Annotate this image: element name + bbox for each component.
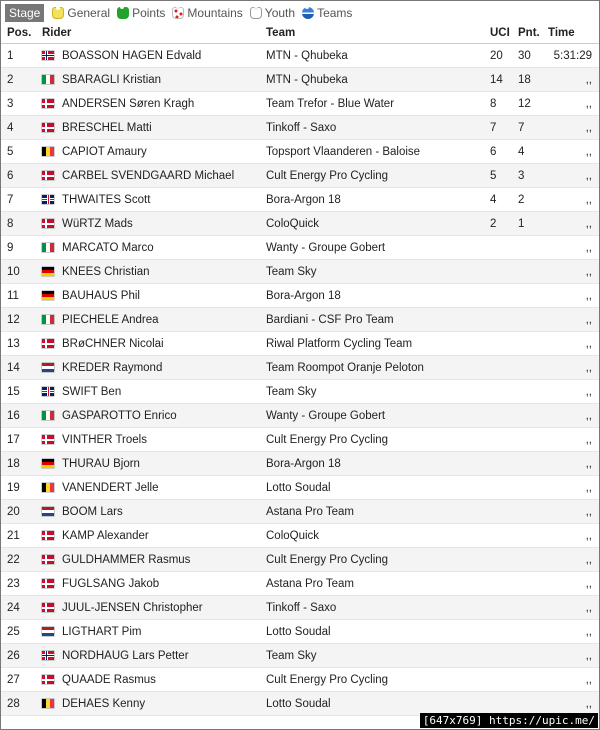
table-row bbox=[1, 308, 599, 332]
uci-points: 5 bbox=[490, 164, 518, 188]
table-row bbox=[1, 236, 599, 260]
points bbox=[518, 236, 548, 260]
uci-points bbox=[490, 452, 518, 476]
finish-time: ,, bbox=[548, 500, 599, 524]
uci-points bbox=[490, 548, 518, 572]
uci-points: 8 bbox=[490, 92, 518, 116]
team-name-link[interactable]: Team Trefor - Blue Water bbox=[266, 92, 490, 116]
rider-cell bbox=[42, 668, 266, 692]
rider-name-link[interactable]: KAMP Alexander bbox=[62, 529, 149, 542]
position: 5 bbox=[1, 140, 42, 164]
finish-time: ,, bbox=[548, 524, 599, 548]
finish-time: ,, bbox=[548, 644, 599, 668]
rider-cell bbox=[42, 452, 266, 476]
table-row bbox=[1, 284, 599, 308]
position: 11 bbox=[1, 284, 42, 308]
country-flag-icon bbox=[42, 147, 54, 156]
points bbox=[518, 620, 548, 644]
points: 4 bbox=[518, 140, 548, 164]
column-header-uci: UCI bbox=[490, 23, 518, 44]
position: 27 bbox=[1, 668, 42, 692]
country-flag-icon bbox=[42, 315, 54, 324]
country-flag-icon bbox=[42, 339, 54, 348]
uci-points bbox=[490, 644, 518, 668]
finish-time: ,, bbox=[548, 668, 599, 692]
rider-name-link[interactable]: SWIFT Ben bbox=[62, 385, 122, 398]
uci-points: 6 bbox=[490, 140, 518, 164]
tab-label: Teams bbox=[317, 6, 353, 20]
team-name-link[interactable]: Wanty - Groupe Gobert bbox=[266, 404, 490, 428]
table-row bbox=[1, 332, 599, 356]
country-flag-icon bbox=[42, 411, 54, 420]
finish-time: ,, bbox=[548, 92, 599, 116]
position: 28 bbox=[1, 692, 42, 716]
points: 1 bbox=[518, 212, 548, 236]
rider-cell bbox=[42, 476, 266, 500]
country-flag-icon bbox=[42, 291, 54, 300]
tab-label: General bbox=[67, 6, 111, 20]
rider-name-link[interactable]: MARCATO Marco bbox=[62, 241, 154, 254]
team-name-link[interactable]: Astana Pro Team bbox=[266, 500, 490, 524]
country-flag-icon bbox=[42, 651, 54, 660]
column-header-time: Time bbox=[548, 23, 599, 44]
table-row bbox=[1, 524, 599, 548]
position: 22 bbox=[1, 548, 42, 572]
position: 23 bbox=[1, 572, 42, 596]
finish-time: ,, bbox=[548, 260, 599, 284]
table-row bbox=[1, 452, 599, 476]
position: 12 bbox=[1, 308, 42, 332]
uci-points bbox=[490, 596, 518, 620]
country-flag-icon bbox=[42, 171, 54, 180]
finish-time: ,, bbox=[548, 140, 599, 164]
table-row bbox=[1, 68, 599, 92]
uci-points bbox=[490, 428, 518, 452]
country-flag-icon bbox=[42, 267, 54, 276]
team-name-link[interactable]: Lotto Soudal bbox=[266, 620, 490, 644]
finish-time: ,, bbox=[548, 188, 599, 212]
finish-time: ,, bbox=[548, 332, 599, 356]
column-header-pos: Pos. bbox=[1, 23, 42, 44]
team-name-link[interactable]: ColoQuick bbox=[266, 212, 490, 236]
tab-mountains[interactable] bbox=[170, 4, 247, 22]
finish-time: ,, bbox=[548, 476, 599, 500]
country-flag-icon bbox=[42, 195, 54, 204]
points bbox=[518, 548, 548, 572]
rider-name-link[interactable]: FUGLSANG Jakob bbox=[62, 577, 160, 590]
finish-time: ,, bbox=[548, 116, 599, 140]
rider-name-link[interactable]: PIECHELE Andrea bbox=[62, 313, 159, 326]
table-row bbox=[1, 380, 599, 404]
tab-stage[interactable] bbox=[5, 4, 44, 22]
country-flag-icon bbox=[42, 51, 54, 60]
rider-name-link[interactable]: KNEES Christian bbox=[62, 265, 150, 278]
team-name-link[interactable]: Tinkoff - Saxo bbox=[266, 596, 490, 620]
team-name-link[interactable]: Tinkoff - Saxo bbox=[266, 116, 490, 140]
uci-points bbox=[490, 308, 518, 332]
points bbox=[518, 668, 548, 692]
rider-name-link[interactable]: BOASSON HAGEN Edvald bbox=[62, 49, 202, 62]
rider-cell bbox=[42, 212, 266, 236]
team-name-link[interactable]: Team Sky bbox=[266, 260, 490, 284]
rider-name-link[interactable]: LIGTHART Pim bbox=[62, 625, 142, 638]
rider-cell bbox=[42, 44, 266, 68]
rider-name-link[interactable]: ANDERSEN Søren Kragh bbox=[62, 97, 195, 110]
position: 10 bbox=[1, 260, 42, 284]
finish-time: ,, bbox=[548, 308, 599, 332]
finish-time: ,, bbox=[548, 548, 599, 572]
table-row bbox=[1, 260, 599, 284]
tab-label: Stage bbox=[9, 6, 41, 20]
position: 18 bbox=[1, 452, 42, 476]
tab-youth[interactable] bbox=[248, 4, 300, 22]
table-row bbox=[1, 620, 599, 644]
position: 9 bbox=[1, 236, 42, 260]
finish-time: ,, bbox=[548, 428, 599, 452]
rider-cell bbox=[42, 164, 266, 188]
uci-points: 7 bbox=[490, 116, 518, 140]
country-flag-icon bbox=[42, 435, 54, 444]
position: 16 bbox=[1, 404, 42, 428]
finish-time: ,, bbox=[548, 284, 599, 308]
column-header-rider: Rider bbox=[42, 23, 266, 44]
table-row bbox=[1, 476, 599, 500]
points bbox=[518, 596, 548, 620]
finish-time: ,, bbox=[548, 452, 599, 476]
rider-cell bbox=[42, 620, 266, 644]
rider-cell bbox=[42, 308, 266, 332]
points: 18 bbox=[518, 68, 548, 92]
table-row bbox=[1, 404, 599, 428]
position: 14 bbox=[1, 356, 42, 380]
rider-name-link[interactable]: BAUHAUS Phil bbox=[62, 289, 140, 302]
team-name-link[interactable]: Cult Energy Pro Cycling bbox=[266, 428, 490, 452]
country-flag-icon bbox=[42, 531, 54, 540]
uci-points bbox=[490, 500, 518, 524]
finish-time: ,, bbox=[548, 164, 599, 188]
team-name-link[interactable]: Team Sky bbox=[266, 380, 490, 404]
uci-points bbox=[490, 404, 518, 428]
team-name-link[interactable]: Astana Pro Team bbox=[266, 572, 490, 596]
table-row bbox=[1, 596, 599, 620]
country-flag-icon bbox=[42, 99, 54, 108]
position: 25 bbox=[1, 620, 42, 644]
finish-time: ,, bbox=[548, 692, 599, 716]
team-name-link[interactable]: Lotto Soudal bbox=[266, 692, 490, 716]
country-flag-icon bbox=[42, 603, 54, 612]
table-row bbox=[1, 668, 599, 692]
team-name-link[interactable]: Bardiani - CSF Pro Team bbox=[266, 308, 490, 332]
finish-time: ,, bbox=[548, 596, 599, 620]
table-row bbox=[1, 428, 599, 452]
team-name-link[interactable]: Cult Energy Pro Cycling bbox=[266, 548, 490, 572]
position: 20 bbox=[1, 500, 42, 524]
position: 2 bbox=[1, 68, 42, 92]
rider-cell bbox=[42, 92, 266, 116]
rider-cell bbox=[42, 500, 266, 524]
uci-points bbox=[490, 476, 518, 500]
yellow-jersey-icon bbox=[52, 7, 64, 19]
classification-tabs bbox=[5, 4, 357, 22]
rider-cell bbox=[42, 524, 266, 548]
finish-time: ,, bbox=[548, 236, 599, 260]
rider-name-link[interactable]: QUAADE Rasmus bbox=[62, 673, 156, 686]
team-name-link[interactable]: Cult Energy Pro Cycling bbox=[266, 164, 490, 188]
points bbox=[518, 428, 548, 452]
finish-time: ,, bbox=[548, 68, 599, 92]
points bbox=[518, 572, 548, 596]
rider-cell bbox=[42, 572, 266, 596]
position: 21 bbox=[1, 524, 42, 548]
table-row bbox=[1, 212, 599, 236]
finish-time: ,, bbox=[548, 212, 599, 236]
points bbox=[518, 692, 548, 716]
white-jersey-icon bbox=[250, 7, 262, 19]
watermark: [647x769] https://upic.me/ bbox=[420, 713, 598, 728]
country-flag-icon bbox=[42, 75, 54, 84]
rider-cell bbox=[42, 356, 266, 380]
tab-label: Youth bbox=[264, 6, 296, 20]
position: 26 bbox=[1, 644, 42, 668]
team-name-link[interactable]: ColoQuick bbox=[266, 524, 490, 548]
points bbox=[518, 260, 548, 284]
points: 30 bbox=[518, 44, 548, 68]
points: 2 bbox=[518, 188, 548, 212]
uci-points: 20 bbox=[490, 44, 518, 68]
uci-points bbox=[490, 620, 518, 644]
uci-points bbox=[490, 524, 518, 548]
rider-name-link[interactable]: DEHAES Kenny bbox=[62, 697, 146, 710]
country-flag-icon bbox=[42, 219, 54, 228]
rider-name-link[interactable]: JUUL-JENSEN Christopher bbox=[62, 601, 203, 614]
team-name-link[interactable]: MTN - Qhubeka bbox=[266, 68, 490, 92]
finish-time: ,, bbox=[548, 380, 599, 404]
finish-time: ,, bbox=[548, 572, 599, 596]
finish-time: ,, bbox=[548, 620, 599, 644]
uci-points bbox=[490, 572, 518, 596]
rider-name-link[interactable]: SBARAGLI Kristian bbox=[62, 73, 162, 86]
rider-name-link[interactable]: NORDHAUG Lars Petter bbox=[62, 649, 189, 662]
rider-cell bbox=[42, 188, 266, 212]
position: 6 bbox=[1, 164, 42, 188]
results-table bbox=[1, 23, 599, 716]
points bbox=[518, 644, 548, 668]
position: 17 bbox=[1, 428, 42, 452]
country-flag-icon bbox=[42, 699, 54, 708]
position: 24 bbox=[1, 596, 42, 620]
table-row bbox=[1, 164, 599, 188]
team-icon bbox=[302, 7, 314, 19]
points bbox=[518, 404, 548, 428]
country-flag-icon bbox=[42, 483, 54, 492]
table-row bbox=[1, 356, 599, 380]
rider-name-link[interactable]: THURAU Bjorn bbox=[62, 457, 140, 470]
country-flag-icon bbox=[42, 123, 54, 132]
rider-cell bbox=[42, 332, 266, 356]
column-header-pnt: Pnt. bbox=[518, 23, 548, 44]
uci-points bbox=[490, 380, 518, 404]
team-name-link[interactable]: Riwal Platform Cycling Team bbox=[266, 332, 490, 356]
tab-teams[interactable] bbox=[300, 4, 357, 22]
points bbox=[518, 476, 548, 500]
team-name-link[interactable]: Cult Energy Pro Cycling bbox=[266, 668, 490, 692]
team-name-link[interactable]: Bora-Argon 18 bbox=[266, 452, 490, 476]
table-header-row bbox=[1, 23, 599, 44]
position: 4 bbox=[1, 116, 42, 140]
column-header-team: Team bbox=[266, 23, 490, 44]
rider-name-link[interactable]: CAPIOT Amaury bbox=[62, 145, 147, 158]
country-flag-icon bbox=[42, 363, 54, 372]
uci-points bbox=[490, 260, 518, 284]
rider-cell bbox=[42, 140, 266, 164]
team-name-link[interactable]: Lotto Soudal bbox=[266, 476, 490, 500]
country-flag-icon bbox=[42, 507, 54, 516]
team-name-link[interactable]: Wanty - Groupe Gobert bbox=[266, 236, 490, 260]
points bbox=[518, 356, 548, 380]
uci-points bbox=[490, 236, 518, 260]
rider-name-link[interactable]: GULDHAMMER Rasmus bbox=[62, 553, 191, 566]
finish-time: ,, bbox=[548, 404, 599, 428]
country-flag-icon bbox=[42, 555, 54, 564]
tab-points[interactable] bbox=[115, 4, 170, 22]
table-row bbox=[1, 188, 599, 212]
team-name-link[interactable]: MTN - Qhubeka bbox=[266, 44, 490, 68]
rider-cell bbox=[42, 596, 266, 620]
country-flag-icon bbox=[42, 387, 54, 396]
rider-name-link[interactable]: GASPAROTTO Enrico bbox=[62, 409, 177, 422]
position: 19 bbox=[1, 476, 42, 500]
team-name-link[interactable]: Bora-Argon 18 bbox=[266, 284, 490, 308]
rider-cell bbox=[42, 404, 266, 428]
position: 13 bbox=[1, 332, 42, 356]
rider-name-link[interactable]: BRESCHEL Matti bbox=[62, 121, 152, 134]
uci-points: 4 bbox=[490, 188, 518, 212]
results-body bbox=[1, 44, 599, 716]
points bbox=[518, 500, 548, 524]
country-flag-icon bbox=[42, 243, 54, 252]
rider-cell bbox=[42, 380, 266, 404]
points bbox=[518, 380, 548, 404]
finish-time: ,, bbox=[548, 356, 599, 380]
uci-points: 2 bbox=[490, 212, 518, 236]
team-name-link[interactable]: Bora-Argon 18 bbox=[266, 188, 490, 212]
points: 12 bbox=[518, 92, 548, 116]
points bbox=[518, 308, 548, 332]
team-name-link[interactable]: Team Sky bbox=[266, 644, 490, 668]
rider-name-link[interactable]: VANENDERT Jelle bbox=[62, 481, 159, 494]
rider-name-link[interactable]: THWAITES Scott bbox=[62, 193, 151, 206]
rider-cell bbox=[42, 284, 266, 308]
table-row bbox=[1, 692, 599, 716]
table-row bbox=[1, 644, 599, 668]
table-row bbox=[1, 572, 599, 596]
green-jersey-icon bbox=[117, 7, 129, 19]
uci-points bbox=[490, 668, 518, 692]
points bbox=[518, 284, 548, 308]
rider-name-link[interactable]: WüRTZ Mads bbox=[62, 217, 133, 230]
uci-points bbox=[490, 692, 518, 716]
rider-name-link[interactable]: VINTHER Troels bbox=[62, 433, 147, 446]
points: 3 bbox=[518, 164, 548, 188]
position: 8 bbox=[1, 212, 42, 236]
points bbox=[518, 452, 548, 476]
points bbox=[518, 332, 548, 356]
position: 1 bbox=[1, 44, 42, 68]
table-row bbox=[1, 92, 599, 116]
uci-points bbox=[490, 356, 518, 380]
uci-points bbox=[490, 284, 518, 308]
finish-time: 5:31:29 bbox=[548, 44, 599, 68]
rider-cell bbox=[42, 68, 266, 92]
table-row bbox=[1, 548, 599, 572]
points: 7 bbox=[518, 116, 548, 140]
points bbox=[518, 524, 548, 548]
rider-cell bbox=[42, 428, 266, 452]
uci-points bbox=[490, 332, 518, 356]
rider-cell bbox=[42, 548, 266, 572]
rider-cell bbox=[42, 692, 266, 716]
rider-cell bbox=[42, 260, 266, 284]
table-row bbox=[1, 116, 599, 140]
rider-cell bbox=[42, 644, 266, 668]
table-row bbox=[1, 44, 599, 68]
polka-dot-jersey-icon bbox=[172, 7, 184, 19]
rider-cell bbox=[42, 236, 266, 260]
table-row bbox=[1, 140, 599, 164]
rider-name-link[interactable]: KREDER Raymond bbox=[62, 361, 163, 374]
tab-general[interactable] bbox=[50, 4, 115, 22]
tab-label: Mountains bbox=[187, 6, 243, 20]
position: 3 bbox=[1, 92, 42, 116]
rider-name-link[interactable]: BOOM Lars bbox=[62, 505, 123, 518]
uci-points: 14 bbox=[490, 68, 518, 92]
country-flag-icon bbox=[42, 627, 54, 636]
rider-cell bbox=[42, 116, 266, 140]
team-name-link[interactable]: Team Roompot Oranje Peloton bbox=[266, 356, 490, 380]
country-flag-icon bbox=[42, 675, 54, 684]
country-flag-icon bbox=[42, 579, 54, 588]
rider-name-link[interactable]: CARBEL SVENDGAARD Michael bbox=[62, 169, 235, 182]
country-flag-icon bbox=[42, 459, 54, 468]
rider-name-link[interactable]: BRøCHNER Nicolai bbox=[62, 337, 164, 350]
team-name-link[interactable]: Topsport Vlaanderen - Baloise bbox=[266, 140, 490, 164]
position: 7 bbox=[1, 188, 42, 212]
table-row bbox=[1, 500, 599, 524]
position: 15 bbox=[1, 380, 42, 404]
tab-label: Points bbox=[132, 6, 166, 20]
